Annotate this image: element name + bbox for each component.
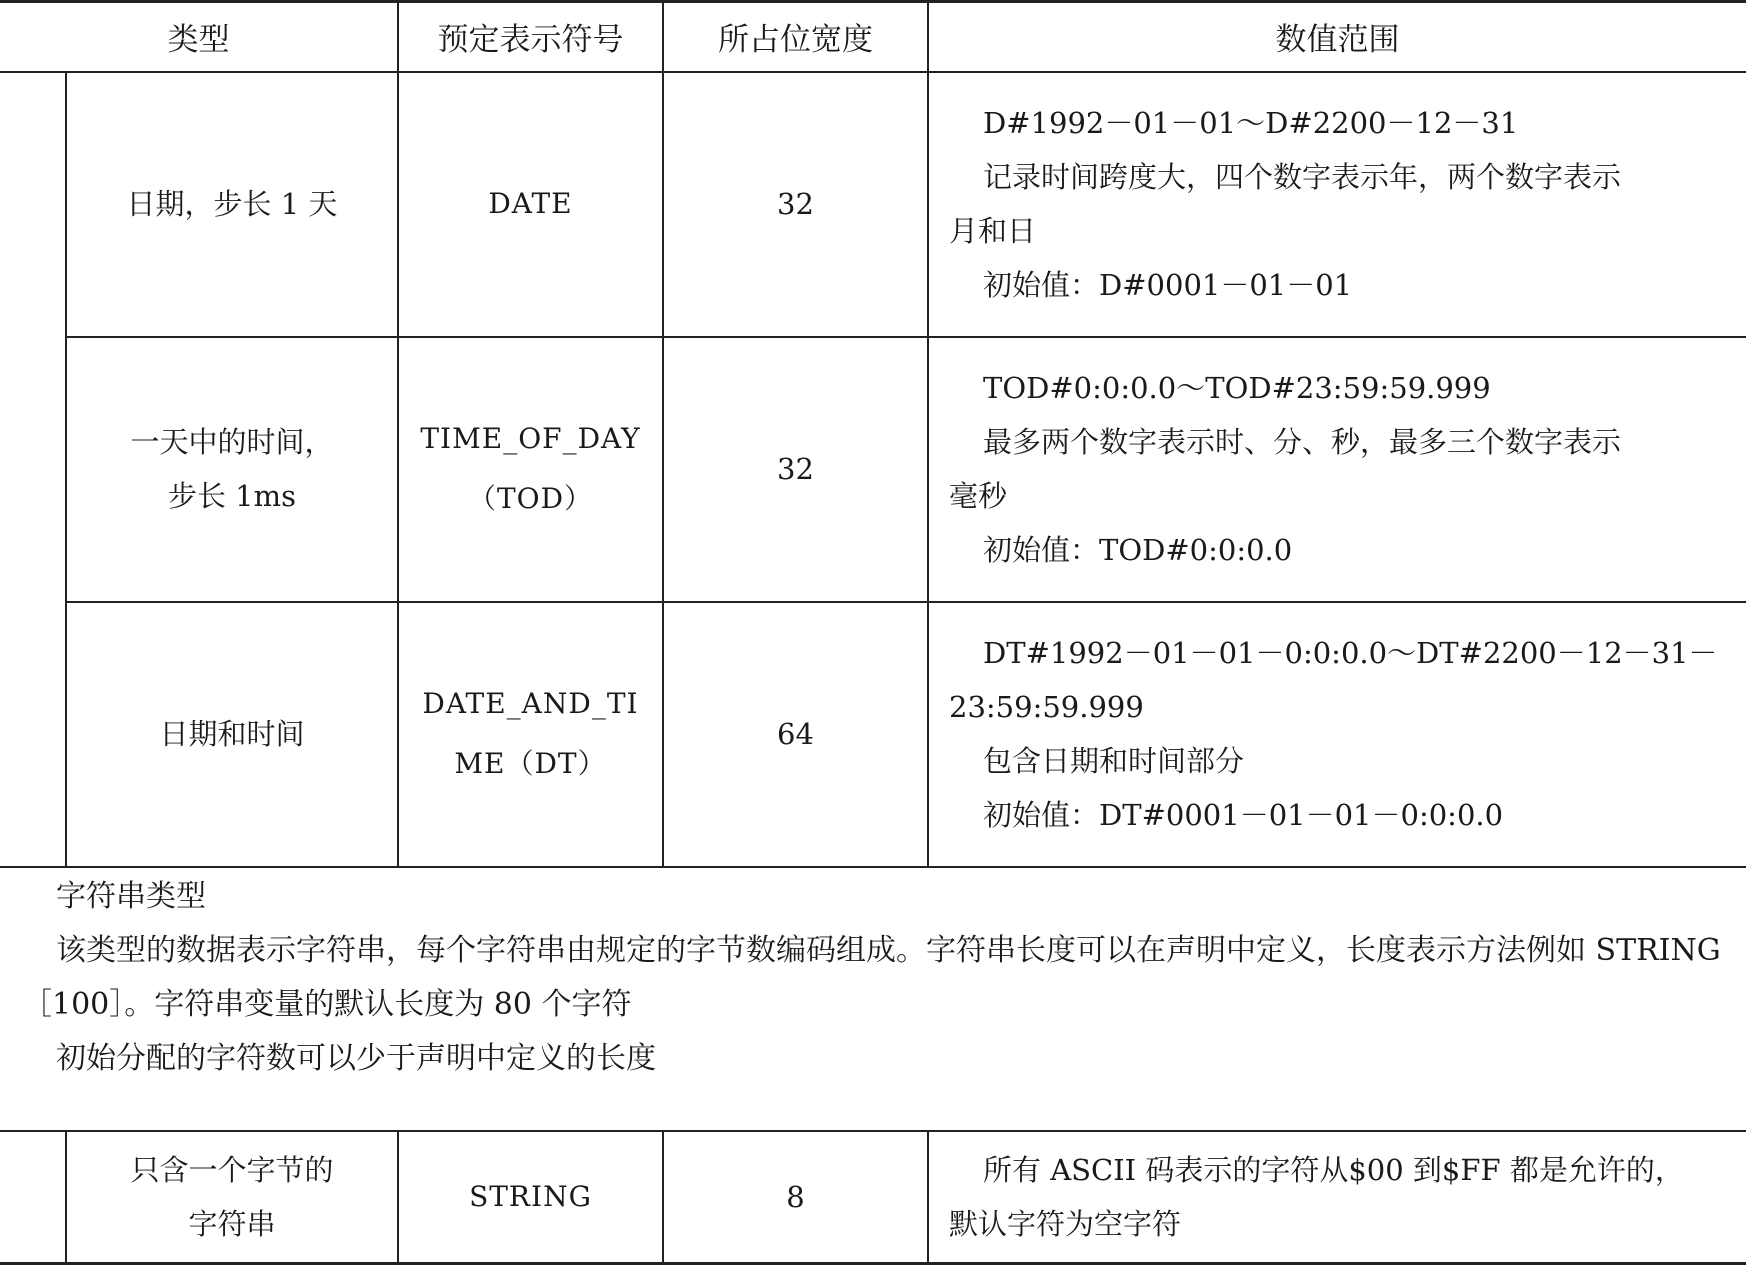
category-cell (0, 72, 66, 867)
symbol-line: DATE_AND_TI (422, 687, 639, 720)
header-type: 类型 (0, 2, 398, 72)
range-line: TOD#0:0:0.0～TOD#23:59:59.999 (983, 371, 1491, 405)
width-cell: 32 (663, 72, 928, 337)
string-type-section (0, 870, 1746, 1086)
type-line: 一天中的时间， (130, 425, 334, 459)
section-paragraph: 该类型的数据表示字符串，每个字符串由规定的字节数编码组成。字符串长度可以在声明中定义，长度表示方法例如 STRING［100］。字符串变量的默认长度为 80 个字符 (22, 933, 1721, 1022)
width-cell: 32 (663, 337, 928, 602)
type-cell (66, 602, 398, 867)
string-type-table (0, 1130, 1746, 1265)
range-cell (928, 1131, 1746, 1263)
range-line: 包含日期和时间部分 (983, 744, 1245, 778)
header-symbol: 预定表示符号 (398, 2, 663, 72)
symbol-cell (398, 337, 663, 602)
symbol-line: （TOD） (467, 482, 594, 515)
type-cell (66, 1131, 398, 1263)
range-line: 毫秒 (949, 479, 1008, 513)
width-cell: 8 (663, 1131, 928, 1263)
range-line: 记录时间跨度大，四个数字表示年，两个数字表示 (983, 160, 1622, 194)
section-paragraph: 初始分配的字符数可以少于声明中定义的长度 (56, 1041, 656, 1076)
range-line: DT#1992－01－01－0:0:0.0～DT#2200－12－31－ (983, 636, 1718, 670)
symbol-cell (398, 72, 663, 337)
width-cell: 64 (663, 602, 928, 867)
table-row (0, 602, 1746, 867)
range-line: 初始值：DT#0001－01－01－0:0:0.0 (983, 798, 1504, 832)
range-line: 初始值：TOD#0:0:0.0 (983, 533, 1293, 567)
symbol-cell (398, 602, 663, 867)
header-range: 数值范围 (928, 2, 1746, 72)
symbol-line: DATE (488, 187, 573, 220)
range-line: 月和日 (949, 214, 1037, 248)
type-line: 字符串 (188, 1206, 276, 1241)
category-cell (0, 1131, 66, 1263)
table-row (0, 72, 1746, 337)
type-cell (66, 72, 398, 337)
type-cell (66, 337, 398, 602)
range-line: 默认字符为空字符 (949, 1206, 1182, 1241)
range-cell (928, 72, 1746, 337)
header-width: 所占位宽度 (663, 2, 928, 72)
table-row (0, 1131, 1746, 1263)
range-line: 初始值：D#0001－01－01 (983, 268, 1353, 302)
range-cell (928, 337, 1746, 602)
type-line: 日期和时间 (159, 717, 305, 751)
range-line: 最多两个数字表示时、分、秒，最多三个数字表示 (983, 425, 1622, 459)
range-line: 所有 ASCII 码表示的字符从$00 到$FF 都是允许的， (983, 1152, 1684, 1187)
symbol-cell: STRING (398, 1131, 663, 1263)
symbol-line: ME（DT） (454, 747, 607, 780)
table-header-row (0, 2, 1746, 72)
type-line: 步长 1ms (167, 479, 297, 513)
range-line: D#1992－01－01～D#2200－12－31 (983, 106, 1519, 140)
range-cell (928, 602, 1746, 867)
symbol-line: TIME_OF_DAY (420, 422, 641, 455)
type-line: 只含一个字节的 (130, 1152, 334, 1187)
type-line: 日期，步长 1 天 (126, 187, 338, 221)
range-line: 23:59:59.999 (949, 690, 1144, 724)
section-heading: 字符串类型 (56, 879, 206, 914)
table-row (0, 337, 1746, 602)
